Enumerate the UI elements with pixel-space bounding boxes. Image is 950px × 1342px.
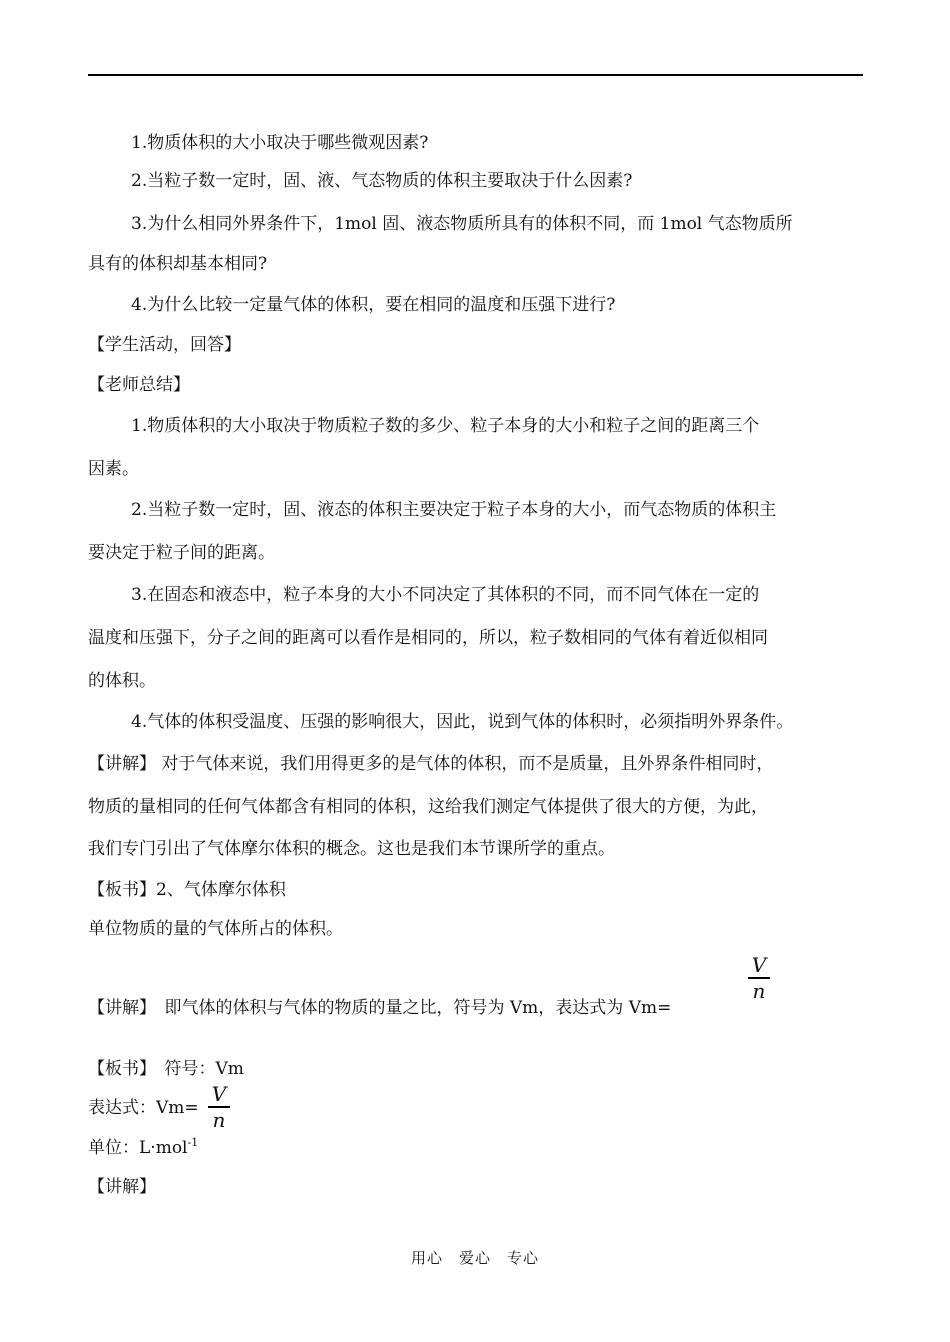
question-1: 1.物质体积的大小取决于哪些微观因素? xyxy=(131,133,429,153)
header-rule xyxy=(88,74,863,76)
board-heading-molar-volume: 【板书】2、气体摩尔体积 xyxy=(88,880,286,900)
explanation-2-text: 【讲解】 即气体的体积与气体的物质的量之比，符号为 Vm，表达式为 Vm= xyxy=(88,998,672,1018)
answer-1-line-1: 1.物质体积的大小取决于物质粒子数的多少、粒子本身的大小和粒子之间的距离三个 xyxy=(131,416,760,436)
explanation-1-line-3: 我们专门引出了气体摩尔体积的概念。这也是我们本节课所学的重点。 xyxy=(88,839,615,859)
expression-line: 表达式：Vm= xyxy=(88,1098,199,1118)
question-2: 2.当粒子数一定时，固、液、气态物质的体积主要取决于什么因素? xyxy=(131,171,633,191)
answer-2-line-2: 要决定于粒子间的距离。 xyxy=(88,543,275,563)
teacher-summary-heading: 【老师总结】 xyxy=(88,375,190,395)
formula-fraction-2 xyxy=(208,1084,230,1130)
student-activity-heading: 【学生活动，回答】 xyxy=(88,335,241,355)
answer-3-line-2: 温度和压强下，分子之间的距离可以看作是相同的，所以，粒子数相同的气体有着近似相同 xyxy=(88,628,768,648)
unit-exponent: -1 xyxy=(187,1136,199,1149)
explanation-1-line-2: 物质的量相同的任何气体都含有相同的体积，这给我们测定气体提供了很大的方便，为此， xyxy=(88,797,768,817)
question-3-line-2: 具有的体积却基本相同? xyxy=(88,254,268,274)
answer-2-line-1: 2.当粒子数一定时，固、液态的体积主要决定于粒子本身的大小，而气态物质的体积主 xyxy=(131,500,777,520)
question-3-line-1: 3.为什么相同外界条件下，1mol 固、液态物质所具有的体积不同，而 1mol 气态物质所 xyxy=(131,214,793,234)
explanation-2 xyxy=(88,993,671,1018)
answer-4: 4.气体的体积受温度、压强的影响很大，因此，说到气体的体积时，必须指明外界条件。 xyxy=(131,712,794,732)
answer-3-line-3: 的体积。 xyxy=(88,671,156,691)
formula-numerator: V xyxy=(751,953,767,977)
board-symbol: 【板书】 符号：Vm xyxy=(88,1059,244,1079)
answer-1-line-2: 因素。 xyxy=(88,459,139,479)
formula-denominator: n xyxy=(212,1107,226,1132)
unit-text: 单位：L·mol xyxy=(88,1138,188,1158)
formula-fraction-1 xyxy=(748,955,770,1001)
answer-3-line-1: 3.在固态和液态中，粒子本身的大小不同决定了其体积的不同，而不同气体在一定的 xyxy=(131,585,760,605)
question-4: 4.为什么比较一定量气体的体积，要在相同的温度和压强下进行? xyxy=(131,295,616,315)
explanation-3-heading: 【讲解】 xyxy=(88,1177,156,1197)
molar-volume-definition: 单位物质的量的气体所占的体积。 xyxy=(88,919,343,939)
page-footer: 用心 爱心 专心 xyxy=(410,1249,539,1267)
explanation-1-line-1: 【讲解】 对于气体来说，我们用得更多的是气体的体积，而不是质量，且外界条件相同时， xyxy=(88,754,774,774)
unit-line xyxy=(88,1133,198,1158)
formula-denominator: n xyxy=(752,978,766,1003)
formula-numerator: V xyxy=(211,1082,227,1106)
